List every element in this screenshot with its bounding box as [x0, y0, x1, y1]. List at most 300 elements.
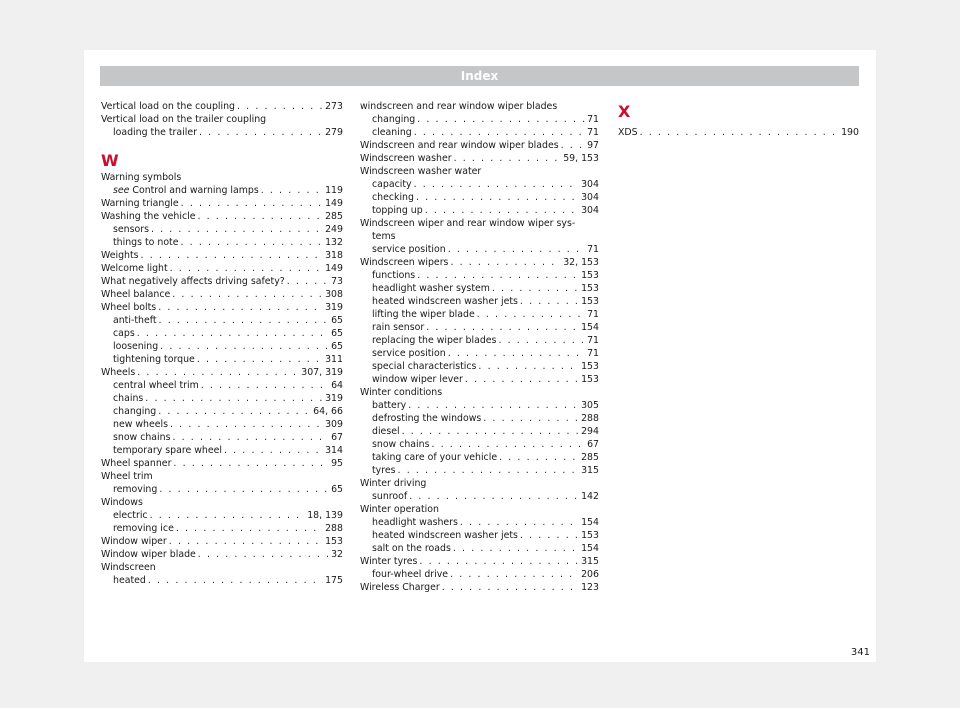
entry-text: Wheel spanner [101, 458, 172, 469]
index-entry [113, 126, 343, 139]
entry-text: cleaning [372, 127, 412, 138]
index-entry [101, 275, 343, 288]
entry-label [372, 282, 490, 295]
entry-text: Warning triangle [101, 198, 179, 209]
entry-label [372, 178, 412, 191]
entry-page-number: 315 [581, 465, 599, 476]
entry-text: changing [372, 114, 416, 125]
dot-leader [465, 373, 579, 386]
entry-text: heated windscreen washer jets [372, 296, 518, 307]
entry-text: Windscreen wiper and rear window wiper sys- [360, 218, 576, 229]
dot-leader [141, 249, 324, 262]
dot-leader [137, 366, 299, 379]
entry-text: service position [372, 348, 446, 359]
entry-text: windscreen and rear window wiper blades [360, 101, 558, 112]
entry-page-number: 154 [581, 322, 599, 333]
dot-leader [398, 464, 580, 477]
entry-label [101, 100, 235, 113]
entry-label [372, 204, 423, 217]
index-entry [113, 574, 343, 587]
dot-leader [417, 113, 585, 126]
index-entry [372, 464, 599, 477]
dot-leader [151, 223, 323, 236]
entry-label [372, 490, 407, 503]
entry-text: removing [113, 484, 158, 495]
entry-text: salt on the roads [372, 543, 451, 554]
entry-page-number: 314 [325, 445, 343, 456]
index-entry [372, 490, 599, 503]
entry-label [101, 561, 156, 574]
dot-leader [416, 191, 579, 204]
entry-label [113, 431, 170, 444]
index-entry [372, 451, 599, 464]
index-entry [372, 529, 599, 542]
index-entry [101, 197, 343, 210]
entry-text: Wheels [101, 367, 136, 378]
entry-label [113, 483, 157, 496]
index-entry [113, 444, 343, 457]
dot-leader [261, 184, 323, 197]
dot-leader [483, 412, 579, 425]
dot-leader [159, 314, 330, 327]
index-entry [101, 171, 343, 184]
entry-label [360, 555, 417, 568]
entry-label [113, 126, 197, 139]
index-entry [360, 256, 599, 269]
dot-leader [173, 457, 329, 470]
index-entry [101, 470, 343, 483]
dot-leader [199, 126, 323, 139]
entry-text: tyres [372, 465, 396, 476]
dot-leader [237, 100, 323, 113]
index-entry [113, 327, 343, 340]
index-entry [372, 295, 599, 308]
entry-label [360, 581, 440, 594]
dot-leader [426, 321, 579, 334]
entry-text: What negatively affects driving safety? [101, 276, 285, 287]
entry-label [113, 314, 157, 327]
index-entry [372, 360, 599, 373]
index-entry [113, 223, 343, 236]
entry-text: Control and warning lamps [132, 185, 259, 196]
dot-leader [197, 210, 323, 223]
index-entry [360, 503, 599, 516]
entry-text: Windscreen wipers [360, 257, 449, 268]
entry-label [372, 438, 429, 451]
index-entry [101, 262, 343, 275]
entry-label [372, 113, 415, 126]
section-letter-w: W [101, 151, 119, 170]
entry-text: Windscreen [101, 562, 156, 573]
entry-text: heated [113, 575, 146, 586]
dot-leader [561, 139, 585, 152]
entry-label [101, 301, 156, 314]
index-entry [101, 113, 343, 126]
dot-leader [137, 327, 329, 340]
entry-label [360, 477, 426, 490]
entry-label [372, 126, 412, 139]
entry-page-number: 153 [581, 283, 599, 294]
entry-text: Windscreen and rear window wiper blades [360, 140, 559, 151]
entry-text: sunroof [372, 491, 408, 502]
index-entry [372, 178, 599, 191]
index-entry [360, 152, 599, 165]
entry-text: rain sensor [372, 322, 425, 333]
entry-label [101, 197, 179, 210]
dot-leader [150, 509, 306, 522]
section-letter-x: X [618, 102, 631, 121]
entry-label [372, 321, 424, 334]
entry-page-number: 309 [325, 419, 343, 430]
entry-text: Winter driving [360, 478, 427, 489]
index-entry [360, 165, 599, 178]
entry-page-number: 65 [331, 341, 343, 352]
dot-leader [224, 444, 323, 457]
entry-label [372, 295, 518, 308]
entry-page-number: 285 [325, 211, 343, 222]
entry-text: window wiper lever [372, 374, 463, 385]
dot-leader [201, 379, 329, 392]
page-number: 341 [850, 647, 870, 658]
index-entry [113, 509, 343, 522]
dot-leader [145, 392, 323, 405]
entry-label [372, 451, 497, 464]
entry-label [113, 405, 156, 418]
index-entry [113, 418, 343, 431]
dot-leader [431, 438, 585, 451]
dot-leader [477, 308, 585, 321]
index-entry [372, 321, 599, 334]
entry-page-number: 153 [581, 270, 599, 281]
entry-label [113, 574, 146, 587]
index-entry [101, 457, 343, 470]
index-entry [372, 191, 599, 204]
dot-leader [158, 301, 323, 314]
entry-page-number: 319 [325, 393, 343, 404]
dot-leader [478, 360, 579, 373]
index-entry [101, 561, 343, 574]
dot-leader [176, 522, 323, 535]
entry-label [101, 288, 170, 301]
entry-text: headlight washers [372, 517, 458, 528]
entry-page-number: 288 [581, 413, 599, 424]
index-entry [113, 392, 343, 405]
index-entry [372, 230, 599, 243]
entry-text: Winter operation [360, 504, 439, 515]
entry-label [113, 353, 195, 366]
dot-leader [408, 399, 579, 412]
entry-label [101, 470, 153, 483]
dot-leader [287, 275, 329, 288]
index-entry [101, 288, 343, 301]
entry-label [360, 139, 559, 152]
index-entry [372, 516, 599, 529]
dot-leader [159, 483, 329, 496]
page-title: Index [460, 69, 499, 83]
dot-leader [160, 340, 329, 353]
entry-page-number: 65 [331, 328, 343, 339]
entry-page-number: 64 [331, 380, 343, 391]
index-entry [101, 301, 343, 314]
dot-leader [409, 490, 579, 503]
index-entry [372, 282, 599, 295]
dot-leader [442, 581, 579, 594]
dot-leader [170, 418, 323, 431]
index-entry [113, 236, 343, 249]
entry-page-number: 149 [325, 198, 343, 209]
entry-label [372, 360, 476, 373]
entry-page-number: 249 [325, 224, 343, 235]
entry-label [113, 184, 259, 197]
index-entry [360, 477, 599, 490]
index-entry [113, 522, 343, 535]
dot-leader [498, 334, 585, 347]
entry-page-number: 153 [581, 296, 599, 307]
entry-text: battery [372, 400, 407, 411]
entry-text: central wheel trim [113, 380, 199, 391]
entry-page-number: 65 [331, 315, 343, 326]
entry-label [113, 418, 168, 431]
index-entry [101, 548, 343, 561]
entry-page-number: 319 [325, 302, 343, 313]
entry-text: capacity [372, 179, 412, 190]
entry-text: Windscreen washer [360, 153, 452, 164]
entry-label [372, 412, 481, 425]
entry-text: Windows [101, 497, 143, 508]
entry-label [101, 249, 139, 262]
entry-page-number: 67 [331, 432, 343, 443]
entry-page-number: 97 [587, 140, 599, 151]
entry-text: sensors [113, 224, 149, 235]
entry-page-number: 206 [581, 569, 599, 580]
entry-label [101, 548, 196, 561]
entry-label [113, 236, 179, 249]
index-entry [113, 314, 343, 327]
entry-text: temporary spare wheel [113, 445, 222, 456]
entry-label [113, 509, 148, 522]
entry-page-number: 32 [331, 549, 343, 560]
index-entry [372, 568, 599, 581]
entry-text: functions [372, 270, 416, 281]
index-entry [372, 373, 599, 386]
index-entry [101, 366, 343, 379]
entry-text: Winter conditions [360, 387, 443, 398]
dot-leader [520, 295, 579, 308]
entry-page-number: 32, 153 [563, 257, 599, 268]
index-entry [360, 555, 599, 568]
dot-leader [417, 269, 579, 282]
entry-text: caps [113, 328, 135, 339]
entry-label [113, 340, 158, 353]
dot-leader [181, 197, 323, 210]
index-entry [113, 405, 343, 418]
entry-page-number: 288 [325, 523, 343, 534]
dot-leader [169, 535, 323, 548]
dot-leader [640, 126, 840, 139]
entry-text: things to note [113, 237, 179, 248]
entry-page-number: 153 [581, 361, 599, 372]
entry-label [101, 457, 171, 470]
entry-label [372, 425, 400, 438]
entry-text: service position [372, 244, 446, 255]
entry-text: Washing the vehicle [101, 211, 196, 222]
entry-label [113, 379, 199, 392]
entry-label [360, 386, 442, 399]
index-entry [101, 249, 343, 262]
entry-page-number: 304 [581, 205, 599, 216]
dot-leader [450, 568, 579, 581]
dot-leader [172, 431, 329, 444]
entry-label [360, 152, 452, 165]
entry-text: Vertical load on the trailer coupling [101, 114, 267, 125]
entry-text: tems [372, 231, 396, 242]
index-entry [113, 483, 343, 496]
index-entry [113, 379, 343, 392]
entry-label [372, 269, 415, 282]
dot-leader [448, 243, 585, 256]
index-entry [101, 535, 343, 548]
index-entry [372, 204, 599, 217]
entry-text: anti-theft [113, 315, 157, 326]
entry-label [360, 100, 557, 113]
entry-label [618, 126, 638, 139]
index-entry [101, 210, 343, 223]
entry-text: removing ice [113, 523, 174, 534]
dot-leader [425, 204, 579, 217]
dot-leader [402, 425, 580, 438]
entry-text: snow chains [372, 439, 430, 450]
index-entry [360, 100, 599, 113]
index-entry [372, 347, 599, 360]
entry-text: Windscreen washer water [360, 166, 482, 177]
entry-page-number: 154 [581, 517, 599, 528]
entry-page-number: 311 [325, 354, 343, 365]
entry-page-number: 64, 66 [313, 406, 343, 417]
entry-text: electric [113, 510, 148, 521]
index-entry [618, 126, 859, 139]
entry-text: new wheels [113, 419, 168, 430]
dot-leader [419, 555, 579, 568]
dot-leader [453, 542, 579, 555]
entry-label [372, 191, 414, 204]
entry-text: Winter tyres [360, 556, 418, 567]
entry-label [372, 347, 446, 360]
dot-leader [158, 405, 311, 418]
dot-leader [197, 353, 323, 366]
dot-leader [448, 347, 585, 360]
entry-text: Vertical load on the coupling [101, 101, 235, 112]
entry-page-number: 175 [325, 575, 343, 586]
index-entry [360, 217, 599, 230]
entry-label [372, 516, 458, 529]
entry-page-number: 59, 153 [563, 153, 599, 164]
index-entry [372, 334, 599, 347]
dot-leader [414, 178, 580, 191]
entry-page-number: 315 [581, 556, 599, 567]
entry-label [360, 165, 481, 178]
entry-label [101, 113, 266, 126]
entry-text: tightening torque [113, 354, 195, 365]
entry-text: XDS [618, 127, 638, 138]
index-entry [101, 496, 343, 509]
entry-page-number: 305 [581, 400, 599, 411]
dot-leader [414, 126, 585, 139]
entry-label [113, 444, 222, 457]
entry-page-number: 294 [581, 426, 599, 437]
entry-text: heated windscreen washer jets [372, 530, 518, 541]
header-band [100, 66, 859, 86]
entry-text: Window wiper blade [101, 549, 196, 560]
entry-page-number: 285 [581, 452, 599, 463]
dot-leader [170, 262, 323, 275]
entry-page-number: 273 [325, 101, 343, 112]
dot-leader [198, 548, 329, 561]
entry-label [113, 327, 135, 340]
entry-label [101, 262, 168, 275]
entry-label [101, 496, 143, 509]
index-entry [372, 243, 599, 256]
entry-page-number: 304 [581, 192, 599, 203]
entry-page-number: 71 [587, 127, 599, 138]
entry-page-number: 154 [581, 543, 599, 554]
index-entry [113, 340, 343, 353]
entry-page-number: 67 [587, 439, 599, 450]
entry-page-number: 153 [325, 536, 343, 547]
entry-text: chains [113, 393, 144, 404]
entry-page-number: 279 [325, 127, 343, 138]
entry-label [372, 308, 475, 321]
see-reference: see [113, 185, 130, 196]
dot-leader [520, 529, 579, 542]
entry-page-number: 304 [581, 179, 599, 190]
entry-text: diesel [372, 426, 400, 437]
entry-page-number: 71 [587, 348, 599, 359]
entry-text: Window wiper [101, 536, 167, 547]
dot-leader [148, 574, 323, 587]
entry-page-number: 95 [331, 458, 343, 469]
entry-page-number: 18, 139 [307, 510, 343, 521]
entry-label [372, 334, 496, 347]
entry-page-number: 153 [581, 530, 599, 541]
entry-label [101, 535, 167, 548]
entry-label [372, 230, 395, 243]
index-entry [113, 431, 343, 444]
entry-text: loading the trailer [113, 127, 197, 138]
entry-page-number: 71 [587, 114, 599, 125]
index-entry [372, 126, 599, 139]
entry-page-number: 71 [587, 244, 599, 255]
entry-text: Welcome light [101, 263, 168, 274]
entry-label [101, 210, 195, 223]
entry-text: snow chains [113, 432, 171, 443]
entry-page-number: 318 [325, 250, 343, 261]
index-entry [113, 353, 343, 366]
entry-text: changing [113, 406, 157, 417]
entry-page-number: 123 [581, 582, 599, 593]
entry-page-number: 71 [587, 309, 599, 320]
entry-text: defrosting the windows [372, 413, 482, 424]
entry-text: loosening [113, 341, 159, 352]
dot-leader [181, 236, 324, 249]
index-entry [372, 425, 599, 438]
entry-label [360, 256, 448, 269]
dot-leader [450, 256, 561, 269]
dot-leader [499, 451, 579, 464]
entry-text: replacing the wiper blades [372, 335, 497, 346]
entry-label [372, 243, 446, 256]
entry-page-number: 307, 319 [301, 367, 343, 378]
index-entry [372, 542, 599, 555]
